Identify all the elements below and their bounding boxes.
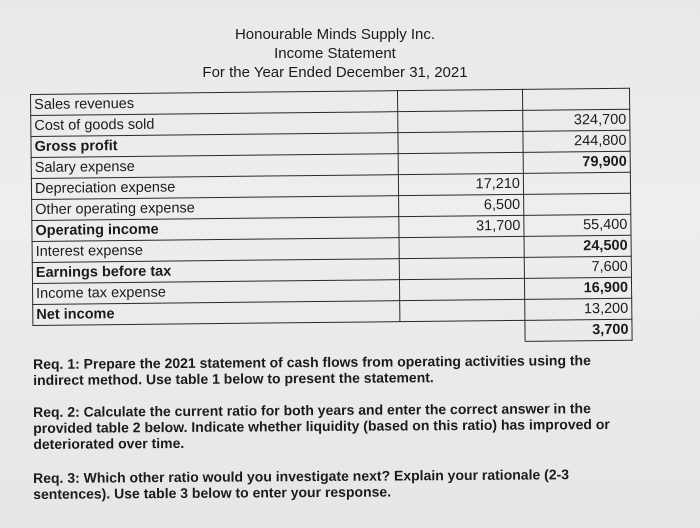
row-mid-value bbox=[398, 110, 523, 132]
row-mid-value: 17,210 bbox=[398, 173, 523, 195]
requirement-3 bbox=[33, 466, 623, 502]
row-mid-value bbox=[398, 152, 523, 174]
req2-text: Req. 2: Calculate the current ratio for both years and enter the correct answer in the provided table 2 below. Indicate whether liquidity (based on this ratio) has improved or deteriorated over time. bbox=[33, 400, 610, 452]
row-label bbox=[33, 322, 400, 347]
row-label: Depreciation expense bbox=[31, 175, 398, 200]
row-label: Income tax expense bbox=[32, 280, 399, 305]
row-mid-value bbox=[398, 131, 523, 153]
row-right-value bbox=[522, 88, 629, 110]
row-mid-value bbox=[399, 257, 524, 279]
row-label: Sales revenues bbox=[31, 91, 398, 116]
requirement-2 bbox=[33, 400, 623, 452]
row-mid-value bbox=[399, 278, 524, 300]
row-right-value: 16,900 bbox=[524, 277, 631, 299]
row-label: Operating income bbox=[32, 217, 399, 242]
row-right-value: 324,700 bbox=[523, 109, 630, 131]
row-mid-value: 6,500 bbox=[399, 194, 524, 216]
row-right-value bbox=[524, 193, 631, 215]
row-right-value: 244,800 bbox=[523, 130, 630, 152]
row-label: Other operating expense bbox=[32, 196, 399, 221]
requirement-1 bbox=[33, 352, 623, 388]
row-label: Net income bbox=[33, 301, 400, 326]
row-mid-value bbox=[400, 299, 525, 321]
row-right-value: 79,900 bbox=[523, 151, 630, 173]
row-mid-value bbox=[397, 89, 522, 111]
row-right-value: 3,700 bbox=[525, 319, 632, 341]
row-mid-value bbox=[400, 320, 525, 342]
row-mid-value: 31,700 bbox=[399, 215, 524, 237]
row-right-value bbox=[523, 172, 630, 194]
row-right-value: 7,600 bbox=[524, 256, 631, 278]
row-label: Salary expense bbox=[31, 154, 398, 179]
row-label: Gross profit bbox=[31, 133, 398, 158]
statement-header bbox=[150, 25, 520, 82]
req1-text: Req. 1: Prepare the 2021 statement of cash flows from operating activities using the indirect method. Use table 1 below to present the statement. bbox=[33, 352, 591, 388]
row-label: Interest expense bbox=[32, 238, 399, 263]
row-right-value: 55,400 bbox=[524, 214, 631, 236]
income-statement-table bbox=[30, 88, 633, 347]
statement-title: Income Statement bbox=[274, 45, 396, 62]
row-right-value: 24,500 bbox=[524, 235, 631, 257]
statement-period: For the Year Ended December 31, 2021 bbox=[202, 64, 468, 81]
row-right-value: 13,200 bbox=[525, 298, 632, 320]
row-label: Earnings before tax bbox=[32, 259, 399, 284]
row-label: Cost of goods sold bbox=[31, 112, 398, 137]
company-name: Honourable Minds Supply Inc. bbox=[234, 26, 436, 43]
row-mid-value bbox=[399, 236, 524, 258]
req3-text: Req. 3: Which other ratio would you investigate next? Explain your rationale (2-3 sentences). Use table 3 below to enter your response. bbox=[33, 466, 570, 502]
